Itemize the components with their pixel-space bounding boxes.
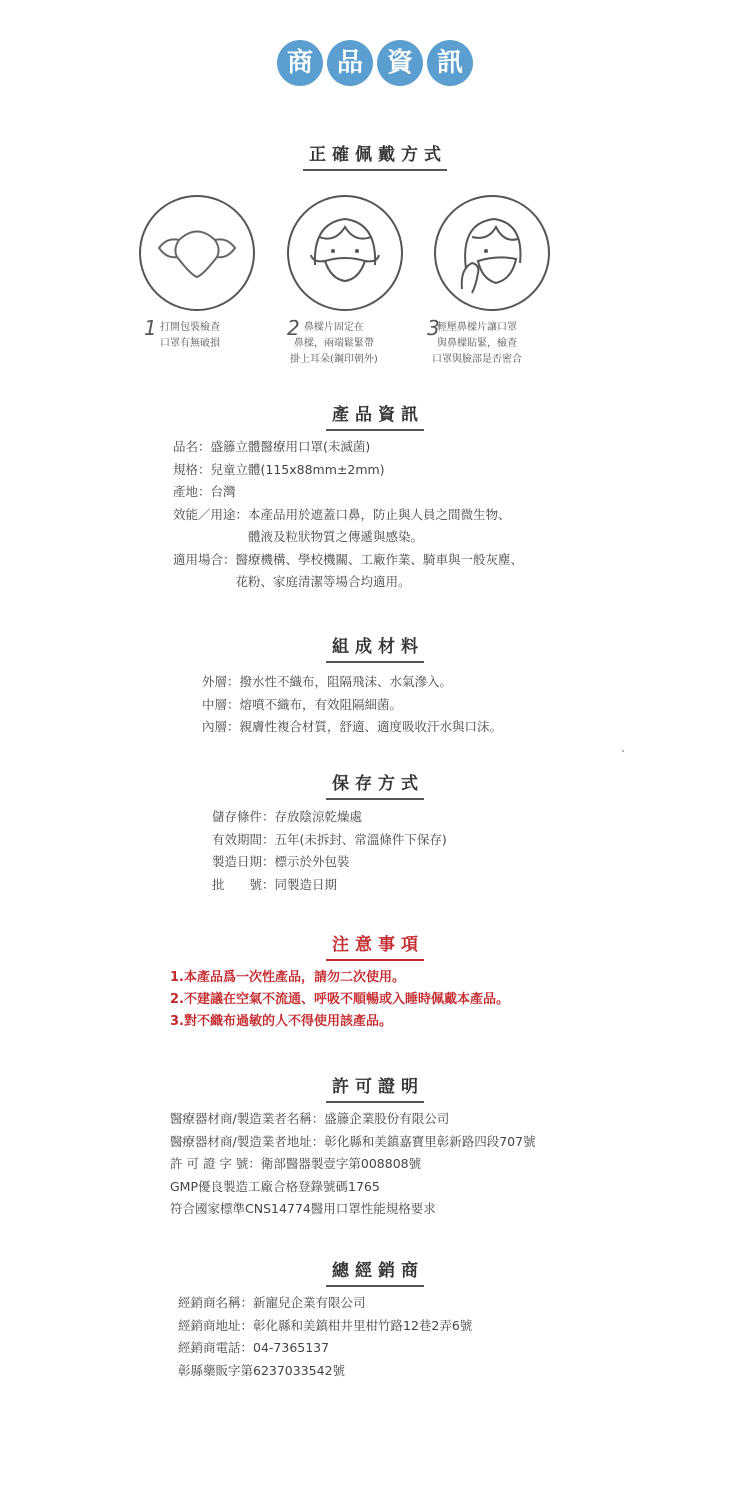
product-places-cont: 花粉、家庭清潔等場合均適用。 — [173, 574, 411, 589]
stray-dot — [622, 750, 624, 752]
product-usage-cont: 體液及粒狀物質之傳遞與感染。 — [173, 529, 424, 544]
distributor-name: 經銷商名稱：新寵兒企業有限公司 — [178, 1295, 366, 1310]
step-1-text: 打開包裝檢查 口罩有無破損 — [160, 322, 220, 349]
storage-batch: 批 號：同製造日期 — [212, 876, 338, 892]
material-outer: 外層：撥水性不織布，阻隔飛沫、水氣滲入。 — [202, 674, 453, 689]
notice-list — [170, 967, 509, 1033]
materials-list — [202, 671, 502, 739]
distributor-address: 經銷商地址：彰化縣和美鎮柑井里柑竹路12巷2弄6號 — [178, 1317, 473, 1333]
product-places: 適用場合：醫療機構、學校機關、工廠作業、騎車與一般灰塵、 — [173, 551, 524, 567]
step-3-number: 3 — [427, 316, 440, 340]
step-2-number: 2 — [287, 316, 300, 340]
product-usage: 效能／用途：本產品用於遮蓋口鼻，防止與人員之間微生物、 — [173, 506, 511, 522]
step-2-illustration — [285, 193, 420, 313]
product-spec: 規格：兒童立體(115x88mm±2mm) — [173, 461, 385, 477]
license-gmp: GMP優良製造工廠合格登錄號碼1765 — [170, 1178, 380, 1194]
license-heading: 許可證明 — [0, 1072, 750, 1103]
notice-heading: 注意事項 — [0, 930, 750, 961]
distributor-license: 彰縣藥販字第6237033542號 — [178, 1362, 346, 1378]
mask-icon — [137, 193, 257, 313]
product-origin: 產地：台灣 — [173, 484, 236, 499]
license-cns: 符合國家標準CNS14774醫用口罩性能規格要求 — [170, 1201, 436, 1216]
distributor-list — [178, 1292, 472, 1382]
wearing-heading: 正確佩戴方式 — [0, 140, 750, 171]
license-address: 醫療器材商/製造業者地址：彰化縣和美鎮嘉寶里彰新路四段707號 — [170, 1133, 536, 1149]
product-info-heading: 產品資訊 — [0, 400, 750, 431]
page-title — [0, 40, 750, 90]
notice-item: 1.本產品爲一次性產品，請勿二次使用。 — [170, 970, 405, 985]
step-2-text: 鼻樑片固定在 鼻樑，兩端鬆緊帶 掛上耳朵(鋼印朝外) — [290, 322, 378, 365]
license-number: 許 可 證 字 號：衛部醫器製壹字第008808號 — [170, 1156, 422, 1171]
step-3-text: 輕壓鼻樑片讓口罩 與鼻樑貼緊，檢查 口罩與臉部是否密合 — [432, 322, 522, 365]
child-wearing-mask-icon — [285, 193, 405, 313]
distributor-heading: 總經銷商 — [0, 1256, 750, 1287]
step-1-number: 1 — [144, 316, 157, 340]
storage-validity: 有效期間：五年(未拆封、常溫條件下保存) — [212, 831, 447, 847]
title-char: 商 — [277, 40, 323, 86]
product-name: 品名：盛籐立體醫療用口罩(未滅菌) — [173, 439, 371, 454]
title-char: 訊 — [427, 40, 473, 86]
title-char: 資 — [377, 40, 423, 86]
storage-mfg-date: 製造日期：標示於外包裝 — [212, 854, 350, 869]
storage-heading: 保存方式 — [0, 769, 750, 800]
step-3-illustration — [432, 193, 567, 313]
title-char: 品 — [327, 40, 373, 86]
material-inner: 內層：親膚性複合材質，舒適、適度吸收汗水與口沫。 — [202, 719, 503, 734]
distributor-phone: 經銷商電話：04-7365137 — [178, 1340, 330, 1355]
storage-condition: 儲存條件：存放陰涼乾燥處 — [212, 809, 363, 824]
storage-list — [212, 806, 447, 896]
materials-heading: 組成材料 — [0, 632, 750, 663]
notice-item: 3.對不織布過敏的人不得使用該產品。 — [170, 1014, 392, 1029]
step-1-illustration — [137, 193, 272, 313]
material-middle: 中層：熔噴不織布，有效阻隔細菌。 — [202, 696, 403, 712]
license-manufacturer: 醫療器材商/製造業者名稱：盛籐企業股份有限公司 — [170, 1111, 450, 1126]
child-pressing-mask-icon — [432, 193, 552, 313]
product-info-list — [173, 436, 523, 594]
license-list — [170, 1108, 536, 1221]
notice-item: 2.不建議在空氣不流通、呼吸不順暢或入睡時佩戴本產品。 — [170, 992, 509, 1007]
